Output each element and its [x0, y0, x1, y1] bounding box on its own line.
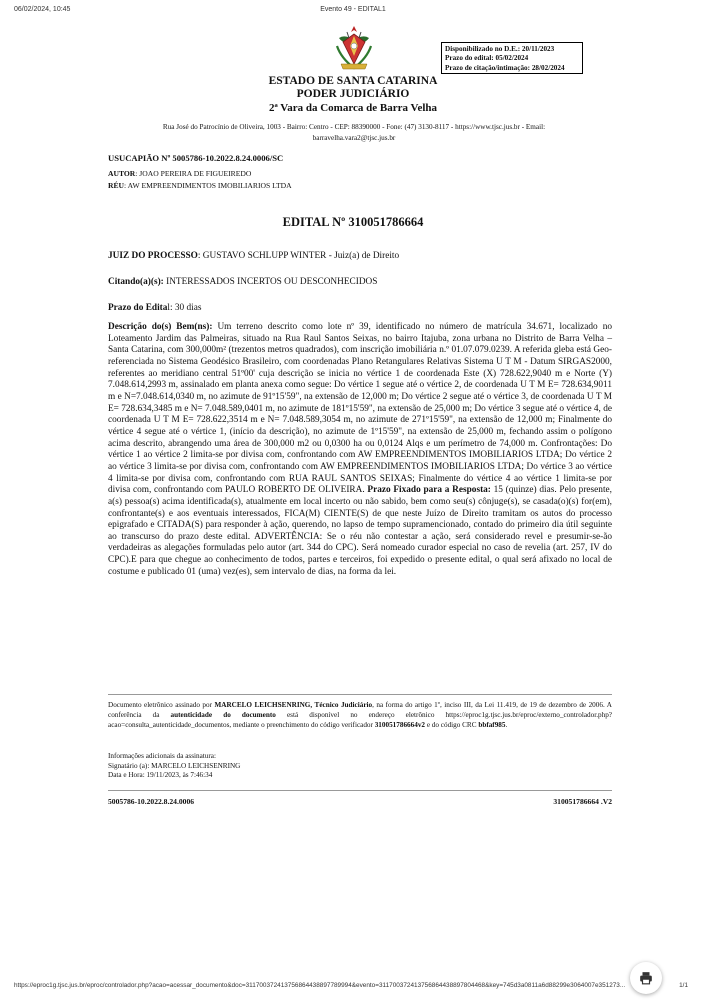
deadline-label: Prazo do Edita — [108, 303, 168, 313]
signature-additional-info — [108, 752, 612, 781]
print-title: Evento 49 - EDITAL1 — [320, 6, 386, 13]
footer-document-number: 310051786664 .V2 — [553, 797, 612, 806]
defendant-line — [108, 180, 608, 192]
cited-label: Citando(a)(s): — [108, 277, 164, 287]
description-label: Descrição do(s) Bem(ns): — [108, 322, 213, 332]
court-address — [110, 122, 598, 143]
judge-name: : GUSTAVO SCHLUPP WINTER - Juiz(a) de Direito — [197, 251, 400, 261]
info-signatory: Signatário (a): MARCELO LEICHSENRING — [108, 761, 241, 770]
author-name: : JOAO PEREIRA DE FIGUEIREDO — [135, 169, 252, 178]
sig-text-1: Documento eletrônico assinado por — [108, 701, 215, 709]
case-info — [108, 152, 608, 192]
response-deadline-label: Prazo Fixado para a Resposta: — [367, 485, 491, 496]
date-citation-deadline: Prazo de citação/intimação: 28/02/2024 — [445, 63, 565, 72]
defendant-label: RÉU — [108, 181, 125, 190]
signer-name: MARCELO LEICHSENRING, Técnico Judiciário — [214, 701, 373, 709]
info-datetime: Data e Hora: 19/11/2023, às 7:46:34 — [108, 771, 213, 780]
author-line — [108, 168, 608, 180]
defendant-name: : AW EMPREENDIMENTOS IMOBILIARIOS LTDA — [124, 181, 292, 190]
print-button[interactable] — [630, 962, 662, 994]
power-name: PODER JUDICIÁRIO — [296, 88, 410, 100]
sig-text-2: , na forma do artigo 1º, inciso III, da Lei 11.419, de 19 de dezembro de 2006. A conferência da — [108, 701, 613, 719]
deadline-line — [108, 302, 612, 314]
sig-text-4: e do código CRC — [425, 721, 479, 729]
deadline-value: l: 30 dias — [167, 303, 202, 313]
state-name: ESTADO DE SANTA CATARINA — [268, 75, 438, 87]
court-name: 2ª Vara da Comarca de Barra Velha — [268, 102, 438, 114]
electronic-signature-note — [108, 700, 612, 730]
sig-text-3: está disponível no endereço eletrônico https://eproc1g.tjsc.jus.br/eproc/externo_controlador.php?acao=consulta_autenticidade_documentos, mediante o preenchimento do código verificador — [108, 711, 612, 729]
print-header — [0, 6, 706, 20]
description-text-2: 15 (quinze) dias. Pelo presente, a(s) pessoa(s) acima identificada(s), atualmente em local incerto ou não sabido, bem como seu(s) cônjuge(s), se casada(o)(s) for(em), confrontante(s) e aos eventuais interessados, FICA(M) CIENTE(S) de que neste Juízo de Direito tramitam os autos do processo epigrafado e CITADA(S) para responder à ação, querendo, no lapso de tempo supramencionado, contado do primeiro dia útil seguinte ao transcurso do prazo deste edital. ADVERTÊNCIA: Se o réu não contestar a ação, será considerado revel e presumir-se-ão verdadeiras as alegações formuladas pelo autor (art. 344 do CPC). Será nomeado curador especial no caso de revelia (art. 257, IV do CPC).E para que chegue ao conhecimento de todos, partes e terceiros, foi expedido o presente edital, o qual será afixado no local de costume e publicado 01 (uma) vez(es), sem intervalo de dias, na forma da lei. — [108, 485, 612, 577]
print-datetime: 06/02/2024, 10:45 — [14, 6, 71, 13]
info-title: Informações adicionais da assinatura: — [108, 752, 216, 760]
authenticity-label: autenticidade do documento — [170, 711, 276, 719]
publication-dates-box — [441, 42, 583, 74]
cited-value: INTERESSADOS INCERTOS OU DESCONHECIDOS — [163, 277, 378, 287]
footer-divider — [108, 790, 612, 791]
property-description — [108, 322, 612, 578]
description-text-1: Um terreno descrito como lote nº 39, identificado no número de matrícula 34.671, localizado no Loteamento Jardim das Palmeiras, situado na Rua Raul Santos Seixas, no bairro Itajuba, zona urbana no Distrito de Barra Velha – Santa Catarina, com 300,000m² (trezentos metros quadrados), com inscrição imobiliária n.º 01.07.079.0239. A referida gleba está Geo-referenciada no Sistema Geodésico Brasileiro, com coordenadas Plano Retangulares Relativas Sistema U T M - Datum SIRGAS2000, referentes ao meridiano central 51º00' cuja descrição se inicia no vértice 1 de coordenada Este (X) 728.622,9040 m e Norte (Y) 7.048.614,2993 m, assinalado em planta anexa como segue: Do vértice 1 segue até o vértice 2, de coordenada U T M E= 728.634,9011 m e N=7.048.614,0340 m, no azimute de 91º15'59", na extensão de 12,000 m; Do vértice 2 segue até o vértice 3, de coordenada U T M E= 728.634,3485 m e N= 7.048.589,0401 m, no azimute de 181º15'59", na extensão de 25,000 m; Do vértice 3 segue até o vértice 4, de coordenada U T M E= 728.622,3514 m e N= 7.048.589,3054 m, no azimute de 271º15'59", na extensão de 12,000 m; Finalmente do vértice 4 segue até o vértice 1, (início da descrição), no azimute de 1º15'59", na extensão de 25,000 m, fechando assim o polígono acima descrito, abrangendo uma área de 300,000 m2 ou 0,0300 ha ou 0,0124 Alqs e um perímetro de 74,000 m. Confrontações: Do vértice 1 ao vértice 2 limita-se por divisa com, confrontando com AW EMPREENDIMENTOS IMOBILIARIOS LTDA; Do vértice 2 ao vértice 3 limita-se por divisa com, confrontando com AW EMPREENDIMENTOS IMOBILIARIOS LTDA; Do vértice 3 ao vértice 4 limita-se por divisa com, confrontando com RUA RAUL SANTOS SEIXAS; Finalmente do vértice 4 ao vértice 1 limita-se por divisa com, confrontando com PAULO ROBERTO DE OLIVEIRA. — [108, 322, 612, 496]
crc-code: bbfaf985 — [478, 721, 506, 729]
state-coat-of-arms-icon — [333, 24, 375, 74]
date-available: Disponibilizado no D.E.: 20/11/2023 — [445, 45, 555, 53]
page-url: https://eproc1g.tjsc.jus.br/eproc/controlador.php?acao=acessar_documento&doc=311700372413756864438897789994&evento=311700372413756864438897804468&key=745d3a0811a6d88299e3064007e351273... — [14, 982, 626, 989]
address-line-2: barravelha.vara2@tjsc.jus.br — [312, 133, 396, 142]
address-line-1: Rua José do Patrocínio de Oliveira, 1003 - Bairro: Centro - CEP: 88390000 - Fone: (47) 3130-8117 - https://www.tjsc.jus.br - Email: — [162, 123, 546, 131]
browser-status-bar — [14, 982, 688, 989]
page-count: 1/1 — [679, 982, 688, 989]
sig-text-5: . — [505, 721, 508, 729]
edital-title: EDITAL Nº 310051786664 — [282, 215, 424, 229]
court-header — [0, 75, 706, 115]
case-number: USUCAPIÃO Nº 5005786-10.2022.8.24.0006/SC — [108, 153, 284, 163]
judge-label: JUIZ DO PROCESSO — [108, 251, 198, 261]
footer-process-number: 5005786-10.2022.8.24.0006 — [108, 797, 195, 806]
cited-line — [108, 276, 612, 288]
date-edital-deadline: Prazo do edital: 05/02/2024 — [445, 54, 529, 63]
judge-line — [108, 250, 612, 262]
author-label: AUTOR — [108, 169, 136, 178]
signature-divider — [108, 694, 612, 695]
verifier-code: 310051786664v2 — [374, 721, 426, 729]
